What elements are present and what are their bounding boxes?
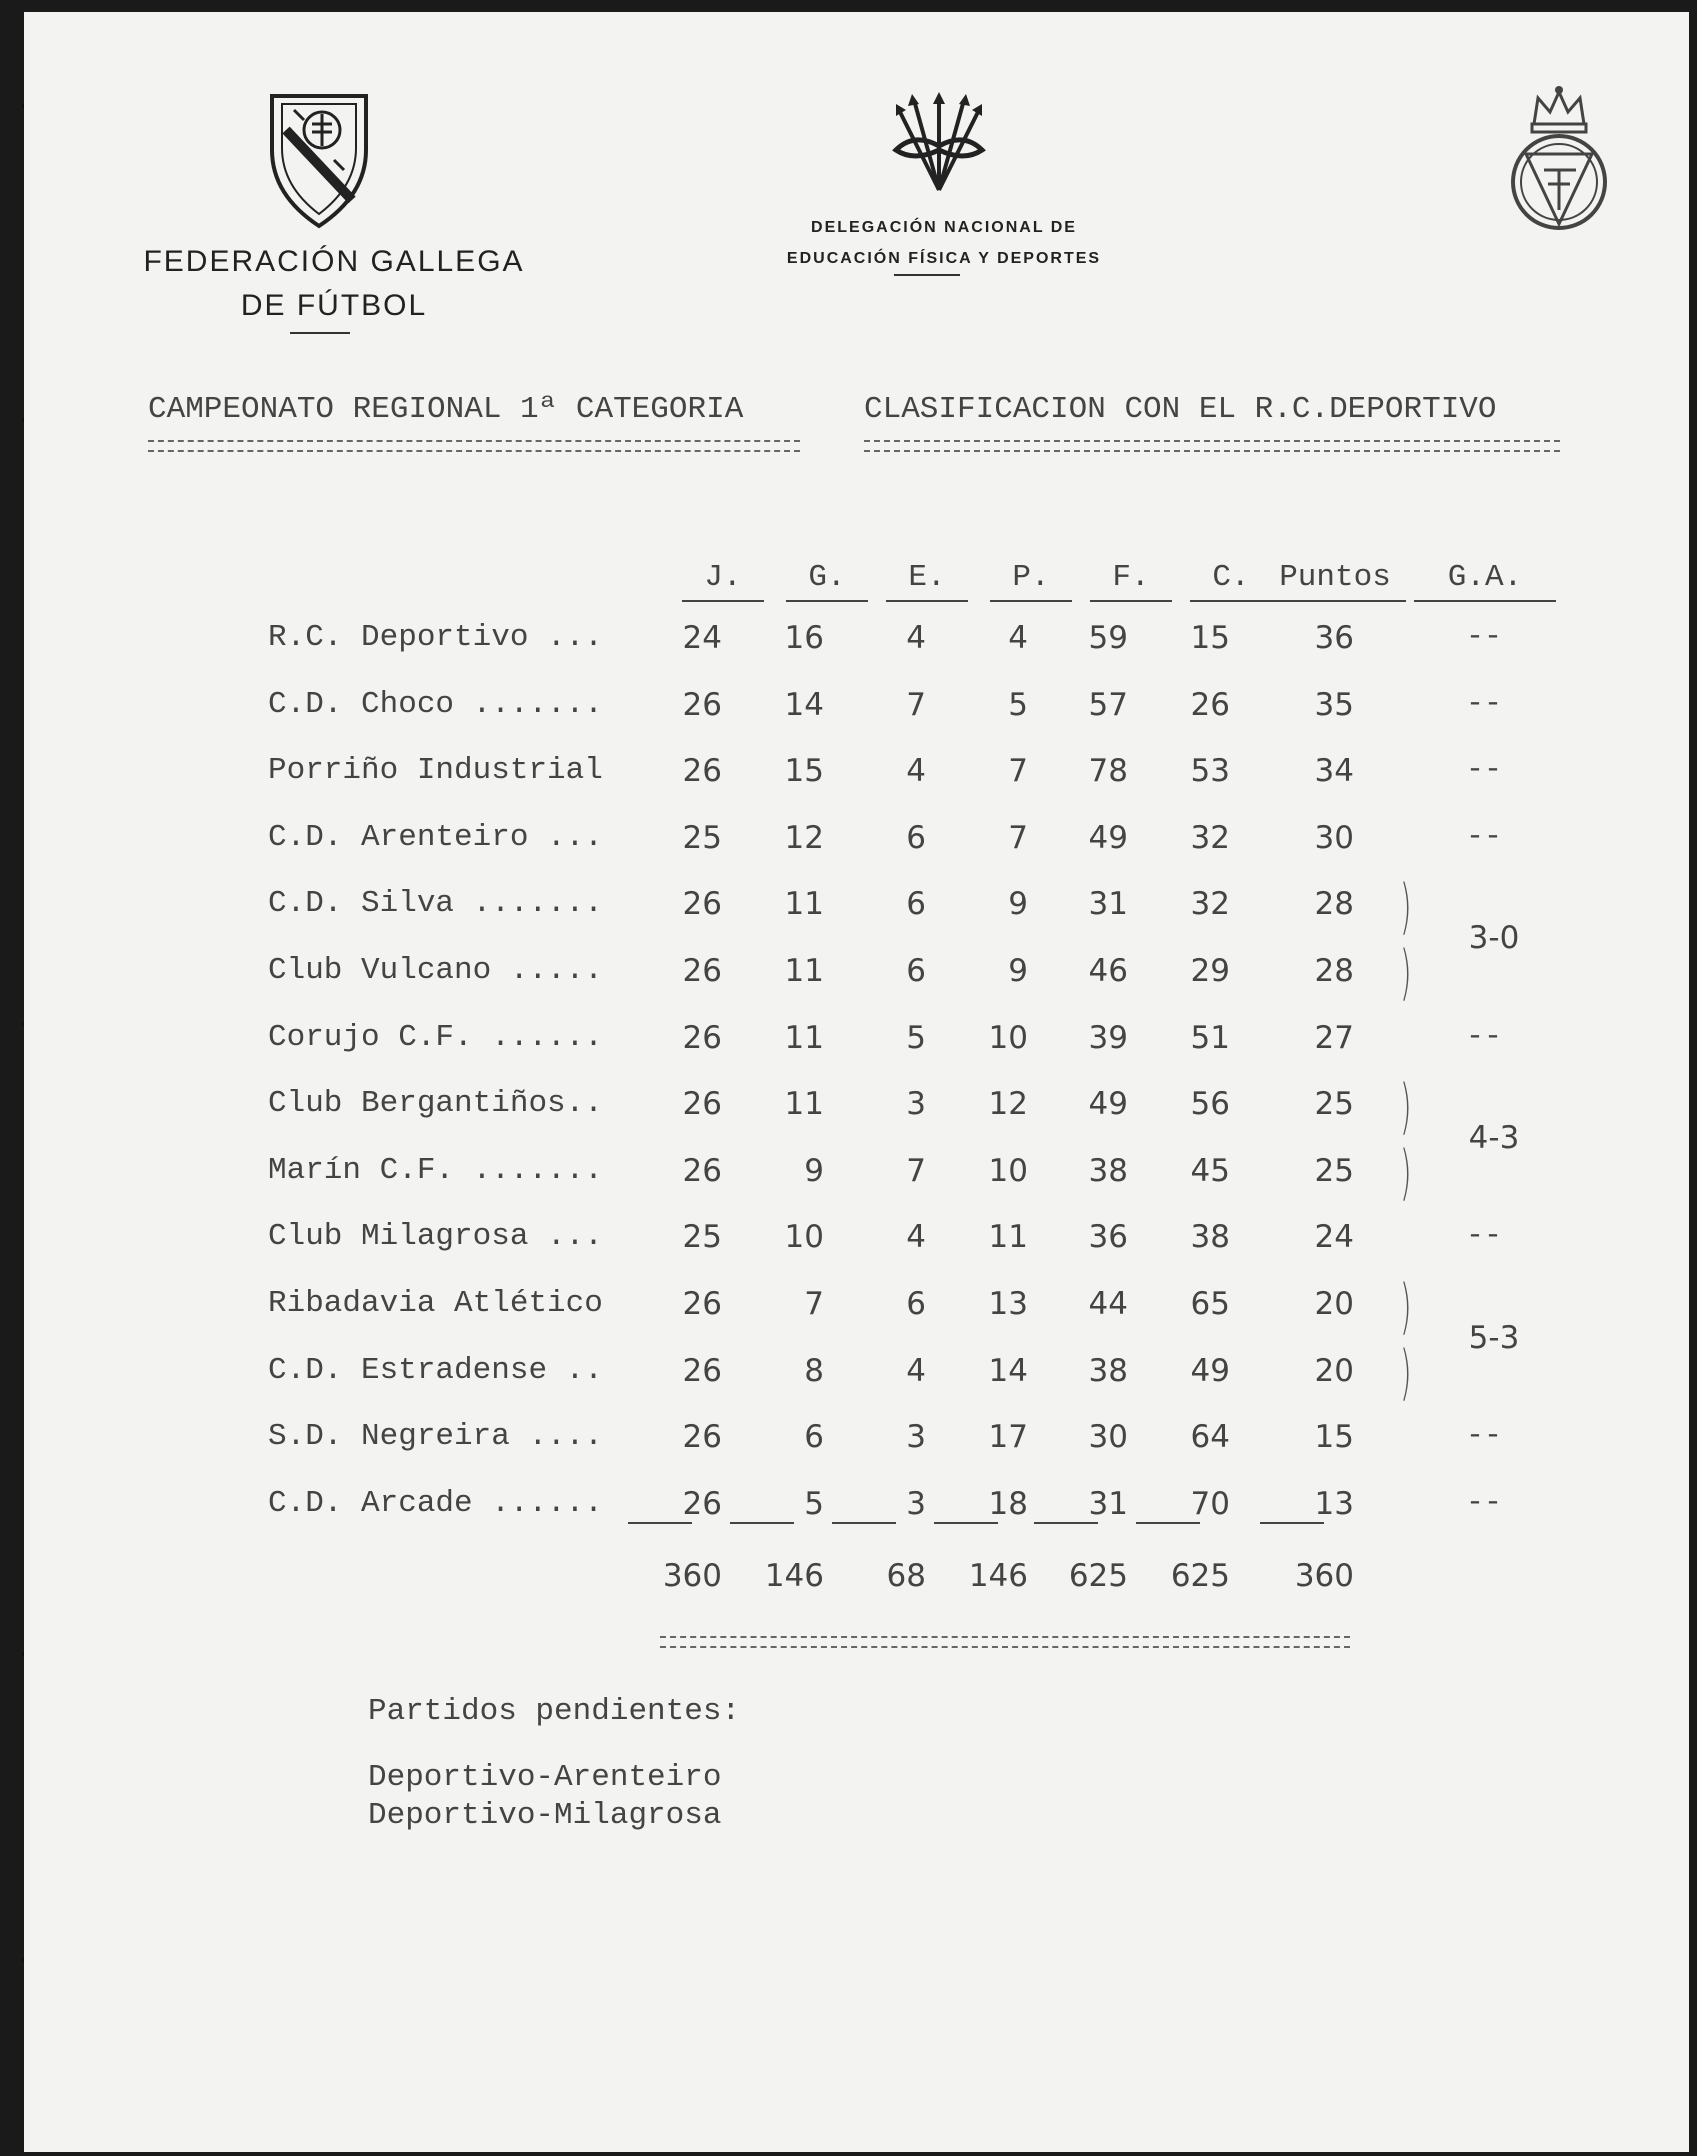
tie-result: 4-3 <box>1468 1120 1520 1156</box>
delegation-line-1: DELEGACIÓN NACIONAL DE <box>811 219 1077 236</box>
cell-j: 26 <box>682 1153 722 1189</box>
cell-c: 53 <box>1190 753 1230 789</box>
cell-g: 15 <box>784 753 824 789</box>
cell-g: 11 <box>784 886 824 922</box>
cell-g: 11 <box>784 1020 824 1056</box>
column-header: C. <box>1212 560 1250 595</box>
federation-name <box>124 240 544 328</box>
sum-underline <box>832 1522 896 1524</box>
cell-j: 26 <box>682 953 722 989</box>
cell-pts: 20 <box>1314 1286 1354 1322</box>
cell-g: 11 <box>784 953 824 989</box>
cell-pts: 36 <box>1314 620 1354 656</box>
cell-f: 31 <box>1088 886 1128 922</box>
table-row <box>24 753 1689 793</box>
tie-result: 5-3 <box>1468 1320 1520 1356</box>
team-name: Club Bergantiños.. <box>268 1086 603 1121</box>
federacion-gallega-shield-icon <box>264 90 374 230</box>
cell-pts: 34 <box>1314 753 1354 789</box>
cell-j: 24 <box>682 620 722 656</box>
sum-underline <box>730 1522 794 1524</box>
cell-p: 4 <box>1008 620 1028 656</box>
cell-e: 4 <box>906 1353 926 1389</box>
cell-ga: -- <box>1465 687 1502 721</box>
cell-g: 10 <box>784 1219 824 1255</box>
cell-j: 26 <box>682 687 722 723</box>
sum-underline <box>1034 1522 1098 1524</box>
cell-e: 5 <box>906 1020 926 1056</box>
cell-pts: 20 <box>1314 1353 1354 1389</box>
cell-p: 13 <box>988 1286 1028 1322</box>
cell-f: 38 <box>1088 1353 1128 1389</box>
cell-e: 7 <box>906 687 926 723</box>
cell-f: 57 <box>1088 687 1128 723</box>
pending-match: Deportivo-Arenteiro <box>368 1760 722 1795</box>
federation-line-1: FEDERACIÓN GALLEGA <box>143 245 525 278</box>
cell-c: 49 <box>1190 1353 1230 1389</box>
cell-e: 3 <box>906 1486 926 1522</box>
cell-p: 18 <box>988 1486 1028 1522</box>
cell-f: 36 <box>1088 1219 1128 1255</box>
cell-p: 9 <box>1008 953 1028 989</box>
cell-j: 26 <box>682 1419 722 1455</box>
cell-ga: -- <box>1465 1020 1502 1054</box>
cell-g: 8 <box>804 1353 824 1389</box>
column-header-underline <box>1414 600 1556 602</box>
cell-c: 32 <box>1190 886 1230 922</box>
cell-f: 49 <box>1088 1086 1128 1122</box>
column-header-underline <box>990 600 1072 602</box>
total-g: 146 <box>764 1558 824 1594</box>
cell-pts: 15 <box>1314 1419 1354 1455</box>
column-header: J. <box>704 560 742 595</box>
cell-c: 70 <box>1190 1486 1230 1522</box>
document-page <box>24 12 1689 2152</box>
cell-g: 16 <box>784 620 824 656</box>
cell-g: 12 <box>784 820 824 856</box>
cell-pts: 35 <box>1314 687 1354 723</box>
delegation-line-2: EDUCACIÓN FÍSICA Y DEPORTES <box>786 250 1102 267</box>
cell-p: 14 <box>988 1353 1028 1389</box>
column-header-underline <box>682 600 764 602</box>
cell-c: 56 <box>1190 1086 1230 1122</box>
cell-ga: -- <box>1465 820 1502 854</box>
cell-p: 17 <box>988 1419 1028 1455</box>
cell-pts: 25 <box>1314 1086 1354 1122</box>
team-name: Club Vulcano ..... <box>268 953 603 988</box>
cell-e: 4 <box>906 1219 926 1255</box>
cell-c: 26 <box>1190 687 1230 723</box>
cell-j: 26 <box>682 1286 722 1322</box>
cell-g: 11 <box>784 1086 824 1122</box>
total-p: 146 <box>968 1558 1028 1594</box>
team-name: Corujo C.F. ...... <box>268 1020 603 1055</box>
cell-pts: 24 <box>1314 1219 1354 1255</box>
cell-g: 9 <box>804 1153 824 1189</box>
total-e: 68 <box>886 1558 926 1594</box>
column-header: F. <box>1112 560 1150 595</box>
cell-ga: -- <box>1465 1486 1502 1520</box>
team-name: C.D. Arcade ...... <box>268 1486 603 1521</box>
totals-underline <box>660 1636 1350 1648</box>
divider <box>894 274 960 276</box>
cell-ga: -- <box>1465 620 1502 654</box>
cell-e: 4 <box>906 753 926 789</box>
yoke-arrows-emblem-icon <box>884 90 994 200</box>
championship-title: CAMPEONATO REGIONAL 1ª CATEGORIA <box>148 392 744 427</box>
team-name: C.D. Choco ....... <box>268 687 603 722</box>
total-j: 360 <box>662 1558 722 1594</box>
cell-j: 26 <box>682 886 722 922</box>
pending-match: Deportivo-Milagrosa <box>368 1798 722 1833</box>
team-name: Ribadavia Atlético <box>268 1286 603 1321</box>
cell-e: 6 <box>906 820 926 856</box>
cell-p: 11 <box>988 1219 1028 1255</box>
cell-f: 44 <box>1088 1286 1128 1322</box>
cell-f: 38 <box>1088 1153 1128 1189</box>
cell-ga: -- <box>1465 1419 1502 1453</box>
federation-line-2: DE FÚTBOL <box>240 289 428 322</box>
total-f: 625 <box>1068 1558 1128 1594</box>
team-name: C.D. Silva ....... <box>268 886 603 921</box>
sum-underline <box>1260 1522 1324 1524</box>
table-row <box>24 820 1689 860</box>
cell-pts: 25 <box>1314 1153 1354 1189</box>
sum-underline <box>934 1522 998 1524</box>
sum-underline <box>1136 1522 1200 1524</box>
cell-j: 26 <box>682 753 722 789</box>
cell-c: 29 <box>1190 953 1230 989</box>
table-row <box>24 1419 1689 1459</box>
table-row <box>24 1219 1689 1259</box>
team-name: Club Milagrosa ... <box>268 1219 603 1254</box>
cell-j: 26 <box>682 1486 722 1522</box>
cell-g: 6 <box>804 1419 824 1455</box>
table-row <box>24 1020 1689 1060</box>
cell-j: 26 <box>682 1353 722 1389</box>
table-row <box>24 1353 1689 1393</box>
column-header: P. <box>1012 560 1050 595</box>
column-header: G. <box>808 560 846 595</box>
column-header-underline <box>1090 600 1172 602</box>
cell-p: 7 <box>1008 753 1028 789</box>
cell-p: 5 <box>1008 687 1028 723</box>
team-name: C.D. Estradense .. <box>268 1353 603 1388</box>
cell-f: 31 <box>1088 1486 1128 1522</box>
cell-e: 6 <box>906 953 926 989</box>
cell-e: 4 <box>906 620 926 656</box>
cell-c: 38 <box>1190 1219 1230 1255</box>
rfef-crown-crest-icon <box>1504 84 1614 234</box>
cell-g: 5 <box>804 1486 824 1522</box>
cell-pts: 27 <box>1314 1020 1354 1056</box>
cell-e: 6 <box>906 1286 926 1322</box>
cell-f: 39 <box>1088 1020 1128 1056</box>
tie-bracket: ) <box>1399 1272 1412 1342</box>
column-header-underline <box>1264 600 1406 602</box>
cell-e: 3 <box>906 1419 926 1455</box>
cell-c: 64 <box>1190 1419 1230 1455</box>
team-name: S.D. Negreira .... <box>268 1419 603 1454</box>
cell-f: 30 <box>1088 1419 1128 1455</box>
column-header-underline <box>786 600 868 602</box>
cell-j: 26 <box>682 1086 722 1122</box>
team-name: Porriño Industrial <box>268 753 603 788</box>
title-underline <box>864 440 1560 452</box>
tie-result: 3-0 <box>1468 920 1520 956</box>
cell-ga: -- <box>1465 1219 1502 1253</box>
cell-ga: -- <box>1465 753 1502 787</box>
tie-bracket: ) <box>1399 938 1412 1008</box>
cell-pts: 30 <box>1314 820 1354 856</box>
cell-pts: 13 <box>1314 1486 1354 1522</box>
delegation-name <box>724 212 1164 274</box>
cell-c: 15 <box>1190 620 1230 656</box>
cell-f: 49 <box>1088 820 1128 856</box>
cell-pts: 28 <box>1314 953 1354 989</box>
team-name: Marín C.F. ....... <box>268 1153 603 1188</box>
cell-c: 51 <box>1190 1020 1230 1056</box>
table-row <box>24 620 1689 660</box>
cell-p: 9 <box>1008 886 1028 922</box>
team-name: R.C. Deportivo ... <box>268 620 603 655</box>
cell-g: 7 <box>804 1286 824 1322</box>
total-pts: 360 <box>1294 1558 1354 1594</box>
cell-p: 10 <box>988 1153 1028 1189</box>
team-name: C.D. Arenteiro ... <box>268 820 603 855</box>
table-row <box>24 953 1689 993</box>
cell-f: 59 <box>1088 620 1128 656</box>
sum-underline <box>628 1522 692 1524</box>
title-underline <box>148 440 800 452</box>
cell-c: 45 <box>1190 1153 1230 1189</box>
cell-p: 12 <box>988 1086 1028 1122</box>
cell-c: 65 <box>1190 1286 1230 1322</box>
cell-p: 7 <box>1008 820 1028 856</box>
tie-bracket: ) <box>1399 1138 1412 1208</box>
cell-c: 32 <box>1190 820 1230 856</box>
table-row <box>24 1153 1689 1193</box>
tie-bracket: ) <box>1399 872 1412 942</box>
tie-bracket: ) <box>1399 1338 1412 1408</box>
divider <box>290 332 350 334</box>
cell-e: 3 <box>906 1086 926 1122</box>
total-c: 625 <box>1170 1558 1230 1594</box>
cell-j: 26 <box>682 1020 722 1056</box>
cell-j: 25 <box>682 1219 722 1255</box>
scan-edge <box>0 0 24 2156</box>
cell-e: 6 <box>906 886 926 922</box>
cell-j: 25 <box>682 820 722 856</box>
cell-g: 14 <box>784 687 824 723</box>
cell-p: 10 <box>988 1020 1028 1056</box>
column-header-underline <box>886 600 968 602</box>
cell-f: 46 <box>1088 953 1128 989</box>
column-header: E. <box>908 560 946 595</box>
column-header: G.A. <box>1447 560 1523 595</box>
classification-title: CLASIFICACION CON EL R.C.DEPORTIVO <box>864 392 1497 427</box>
pending-matches-title: Partidos pendientes: <box>368 1694 741 1729</box>
tie-bracket: ) <box>1399 1072 1412 1142</box>
column-header-underline <box>1190 600 1272 602</box>
cell-pts: 28 <box>1314 886 1354 922</box>
column-header: Puntos <box>1279 560 1391 595</box>
cell-e: 7 <box>906 1153 926 1189</box>
table-row <box>24 687 1689 727</box>
cell-f: 78 <box>1088 753 1128 789</box>
table-row <box>24 1486 1689 1526</box>
